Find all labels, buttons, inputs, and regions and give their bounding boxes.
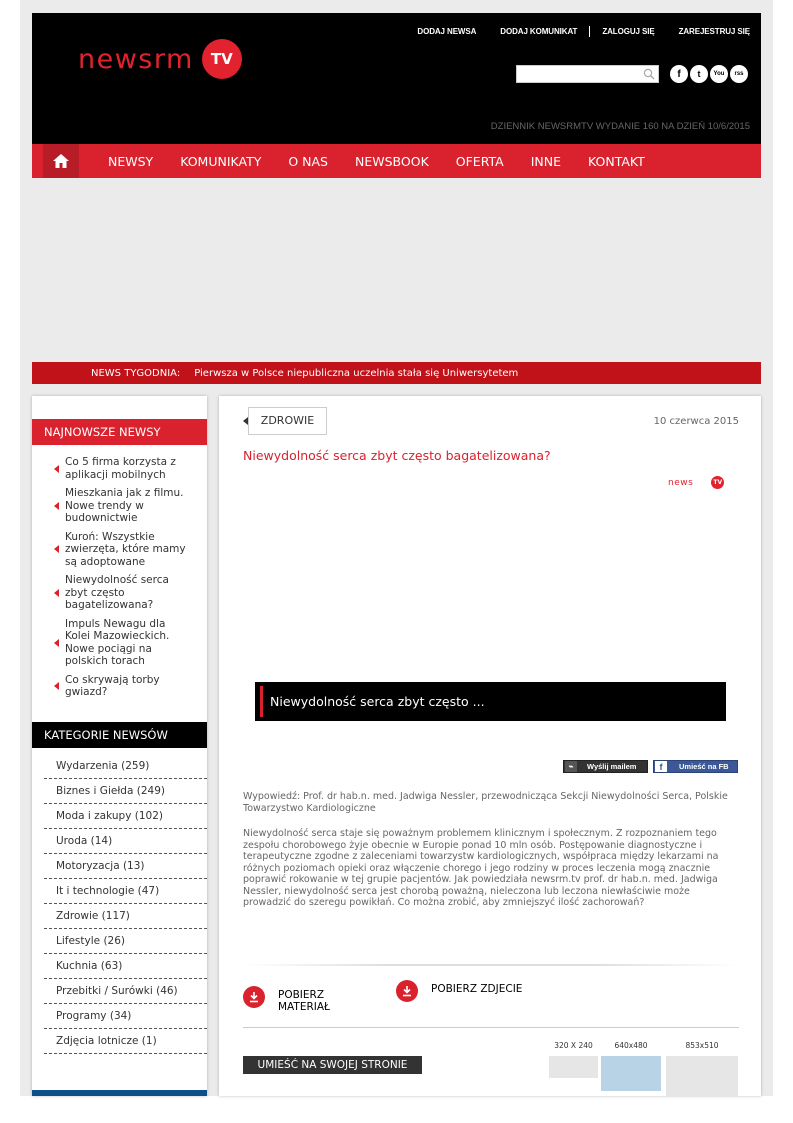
arrow-left-icon (54, 465, 59, 473)
embed-on-site-button[interactable]: UMIEŚĆ NA SWOJEJ STRONIE (243, 1056, 422, 1074)
embed-size-label: 320 X 240 (554, 1041, 593, 1050)
list-item-label: Mieszkania jak z filmu. Nowe trendy w budownictwie (65, 487, 184, 524)
list-item-label: Kuroń: Wszystkie zwierzęta, które mamy są adoptowane (65, 530, 186, 568)
home-icon (52, 153, 70, 169)
add-news-link[interactable]: DODAJ NEWSA (417, 27, 477, 36)
latest-news-list (32, 456, 207, 705)
main-nav (32, 144, 761, 178)
send-email-button[interactable] (563, 760, 648, 773)
category-item[interactable]: Lifestyle (26) (44, 929, 207, 954)
list-item[interactable] (32, 674, 207, 699)
youtube-icon[interactable]: You (710, 65, 728, 83)
sidebar (32, 396, 207, 1096)
download-photo-label: POBIERZ ZDJECIE (431, 983, 523, 995)
nav-item-newsbook[interactable]: NEWSBOOK (355, 153, 429, 169)
social-icons (670, 65, 750, 83)
categories-heading: KATEGORIE NEWSÓW (32, 722, 207, 748)
list-item[interactable] (32, 487, 207, 525)
category-item[interactable]: Uroda (14) (44, 829, 207, 854)
nav-item-contact[interactable]: KONTAKT (588, 153, 645, 169)
category-item[interactable]: Kuchnia (63) (44, 954, 207, 979)
list-item-label: Impuls Newagu dla Kolei Mazowieckich. Nowe pociągi na polskich torach (65, 617, 170, 667)
site-header (32, 13, 761, 144)
arrow-left-icon (54, 589, 59, 597)
category-item[interactable]: Przebitki / Surówki (46) (44, 979, 207, 1004)
send-email-label: Wyślij mailem (587, 762, 637, 771)
download-material-label: POBIERZ MATERIAŁ (278, 989, 330, 1013)
facebook-icon: f (655, 761, 667, 772)
list-item[interactable] (32, 531, 207, 569)
category-item[interactable]: Motoryzacja (13) (44, 854, 207, 879)
news-ticker (32, 362, 761, 384)
embed-size-label: 853x510 (685, 1041, 719, 1050)
share-facebook-button[interactable] (653, 760, 738, 773)
nav-item-about[interactable]: O NAS (288, 153, 328, 169)
article-body: Niewydolność serca staje się poważnym problemem klinicznym i społecznym. Z rozpoznaniem tego zespołu chorobowego żyje obecnie w Europie ponad 10 mln osób. Postępowanie diagnostyczne i terapeutyczne zgodne z zaleceniami towarzystw kardiologicznych, współpraca między lekarzami na różnych poziomach opieki oraz włączenie chorego i jego rodziny w proces leczenia mogą znacznie poprawić rokowanie w tej grupie pacjentów. Jak powiedziała newsrm.tv prof. dr hab.n. med. Jadwiga Nessler, niewydolność serca jest chorobą poważną, nieleczona lub leczona niewłaściwie może prowadzić do szeregu powikłań. Co można zrobić, aby zmniejszyć ilość zachorowań? (243, 828, 719, 908)
share-facebook-label: Umieść na FB (679, 762, 729, 771)
register-link[interactable]: ZAREJESTRUJ SIĘ (678, 27, 750, 36)
category-item[interactable]: Programy (34) (44, 1004, 207, 1029)
video-title-accent (260, 686, 263, 717)
download-icon (243, 986, 265, 1008)
search-icon[interactable] (643, 68, 655, 80)
nav-item-other[interactable]: INNE (530, 153, 561, 169)
article-speaker: Wypowiedź: Prof. dr hab.n. med. Jadwiga Nessler, przewodnicząca Sekcji Niewydolności Serca, Polskie Towarzystwo Kardiologiczne (243, 791, 728, 814)
embed-size-option-medium[interactable] (601, 1056, 661, 1091)
list-item-label: Co skrywają torby gwiazd? (65, 673, 160, 698)
ticker-headline-link[interactable]: Pierwsza w Polsce niepubliczna uczelnia stała się Uniwersytetem (194, 367, 519, 379)
article-container (219, 396, 761, 1096)
article-date: 10 czerwca 2015 (653, 416, 739, 427)
embed-size-option-large[interactable] (666, 1056, 738, 1096)
category-item[interactable]: Moda i zakupy (102) (44, 804, 207, 829)
nav-home-button[interactable] (43, 144, 79, 178)
top-links-separator (589, 26, 590, 37)
ticker-label: NEWS TYGODNIA: (91, 367, 181, 379)
list-item[interactable] (32, 618, 207, 668)
list-item-label: Co 5 firma korzysta z aplikacji mobilnych (65, 456, 176, 481)
category-tag[interactable]: ZDROWIE (248, 407, 327, 435)
arrow-left-icon (54, 545, 59, 553)
list-item[interactable] (32, 456, 207, 481)
video-watermark-logo (668, 476, 724, 489)
site-logo[interactable] (78, 37, 242, 81)
link-icon: ⌁ (565, 761, 577, 772)
watermark-text: news (668, 477, 694, 488)
rss-icon[interactable]: rss (730, 65, 748, 83)
nav-item-offer[interactable]: OFERTA (455, 153, 504, 169)
download-material-button[interactable] (243, 986, 348, 1013)
article-title: Niewydolność serca zbyt często bagatelizowana? (243, 448, 551, 463)
category-item[interactable]: Zdjęcia lotnicze (1) (44, 1029, 207, 1054)
category-item[interactable]: It i technologie (47) (44, 879, 207, 904)
search-input[interactable] (516, 65, 659, 83)
watermark-badge: TV (711, 476, 724, 489)
top-links (393, 26, 750, 37)
categories-list (44, 754, 207, 1054)
latest-news-heading: NAJNOWSZE NEWSY (32, 419, 207, 445)
logo-text: newsrm (78, 43, 194, 75)
arrow-left-icon (54, 639, 59, 647)
twitter-icon[interactable]: t (690, 65, 708, 83)
logo-badge: TV (202, 39, 242, 79)
list-item-label: Niewydolność serca zbyt często bagatelizowana? (65, 574, 169, 611)
facebook-icon[interactable]: f (670, 65, 688, 83)
download-photo-button[interactable] (396, 980, 522, 1002)
login-link[interactable]: ZALOGUJ SIĘ (602, 27, 655, 36)
divider (243, 964, 739, 966)
category-item[interactable]: Biznes i Giełda (249) (44, 779, 207, 804)
sidebar-bottom-bar (32, 1090, 207, 1096)
video-title-bar[interactable] (255, 682, 726, 721)
list-item[interactable] (32, 574, 207, 612)
embed-size-label: 640x480 (614, 1041, 648, 1050)
category-item[interactable]: Zdrowie (117) (44, 904, 207, 929)
arrow-left-icon (54, 682, 59, 690)
add-press-release-link[interactable]: DODAJ KOMUNIKAT (500, 27, 578, 36)
download-icon (396, 980, 418, 1002)
nav-item-press-releases[interactable]: KOMUNIKATY (180, 153, 262, 169)
arrow-left-icon (54, 502, 59, 510)
embed-size-option-small[interactable] (549, 1056, 598, 1078)
video-title: Niewydolność serca zbyt często ... (270, 694, 485, 709)
divider (243, 1027, 739, 1028)
nav-item-news[interactable]: NEWSY (108, 153, 154, 169)
category-item[interactable]: Wydarzenia (259) (44, 754, 207, 779)
edition-info: DZIENNIK NEWSRMTV WYDANIE 160 NA DZIEŃ 10/6/2015 (490, 121, 750, 132)
